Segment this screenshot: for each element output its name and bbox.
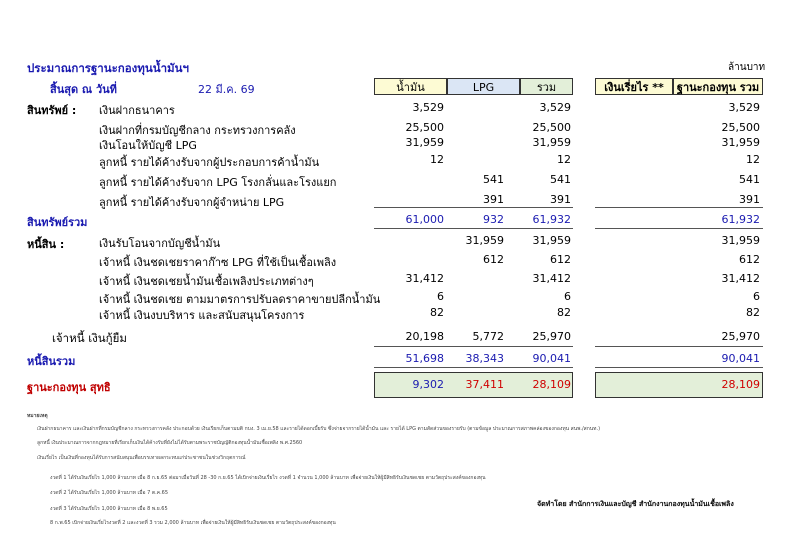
liabilities-total-fund: 90,041 <box>721 352 760 365</box>
loan-fund: 25,970 <box>721 330 760 343</box>
liability-row-total: 82 <box>557 306 571 319</box>
divider <box>374 207 573 208</box>
liability-row-fund: 612 <box>739 253 760 266</box>
report-title: ประมาณการฐานะกองทุนน้ำมันฯ <box>27 61 189 75</box>
net-fund: 28,109 <box>721 378 760 391</box>
liability-row-total: 612 <box>550 253 571 266</box>
loan-total: 25,970 <box>532 330 571 343</box>
divider <box>595 207 763 208</box>
liability-row-total: 6 <box>564 290 571 303</box>
divider <box>374 228 573 229</box>
asset-row-fund: 541 <box>739 173 760 186</box>
as-of-label: สิ้นสุด ณ วันที่ <box>50 83 117 96</box>
asset-row-fund: 391 <box>739 193 760 206</box>
header-total: รวม <box>520 78 573 95</box>
notes-heading: หมายเหตุ <box>27 413 48 419</box>
liability-row-label: เจ้าหนี้ เงินงบบริหาร และสนับสนุนโครงการ <box>99 309 305 322</box>
assets-total-lpg: 932 <box>483 213 504 226</box>
liability-row-total: 31,959 <box>532 234 571 247</box>
liabilities-total-label: หนี้สินรวม <box>27 355 76 368</box>
header-oil: น้ำมัน <box>374 78 447 95</box>
liability-row-label: เจ้าหนี้ เงินชดเชยน้ำมันเชื้อเพลิงประเภทต่างๆ <box>99 275 314 288</box>
note-line: งวดที่ 2 ได้รับเงินเรี่ยไร 1,000 ล้านบาท เมื่อ 7 ต.ค.65 <box>50 490 169 496</box>
asset-row-oil: 25,500 <box>405 121 444 134</box>
asset-row-oil: 3,529 <box>412 101 444 114</box>
asset-row-label: เงินฝากธนาคาร <box>99 104 175 117</box>
asset-row-total: 25,500 <box>532 121 571 134</box>
asset-row-total: 541 <box>550 173 571 186</box>
note-line: 8 ก.พ.65 เบิกจ่ายเงินเรี่ยไรงวดที่ 2 และงวดที่ 3 รวม 2,000 ล้านบาท เพื่อจ่ายเงินให้ผู้มีสิทธิรับเงินชดเชย ตามวัตถุประสงค์ของกองทุน <box>50 520 336 526</box>
note-line: เงินฝากธนาคาร และเงินฝากที่กรมบัญชีกลาง กระทรวงการคลัง ประกอบด้วย เงินเรียกเก็บตามมติ กบง. 3 เม.ย.58 และรายได้ดอกเบี้ยรับ ซึ่งจ่ายจากรายได้น้ำมัน และ รายได้ LPG ตามสัดส่วนของรายรับ (ตามข้อมูล ประมาณการสภาพคล่องของกองทุน สนพ./สกนท.) <box>37 426 601 432</box>
loan-lpg: 5,772 <box>472 330 504 343</box>
liability-row-oil: 82 <box>430 306 444 319</box>
divider <box>595 367 763 368</box>
asset-row-label: เงินโอนให้บัญชี LPG <box>99 139 197 152</box>
asset-row-label: เงินฝากที่กรมบัญชีกลาง กระทรวงการคลัง <box>99 124 296 137</box>
net-oil: 9,302 <box>412 378 444 391</box>
liability-row-label: เงินรับโอนจากบัญชีน้ำมัน <box>99 237 221 250</box>
net-label: ฐานะกองทุน สุทธิ <box>27 381 111 394</box>
asset-row-oil: 12 <box>430 153 444 166</box>
assets-total-total: 61,932 <box>532 213 571 226</box>
asset-row-label: ลูกหนี้ รายได้ค้างรับจาก LPG โรงกลั่นและโรงแยก <box>99 176 337 189</box>
loan-label: เจ้าหนี้ เงินกู้ยืม <box>52 331 127 345</box>
liability-row-fund: 31,412 <box>721 272 760 285</box>
assets-total-oil: 61,000 <box>405 213 444 226</box>
asset-row-label: ลูกหนี้ รายได้ค้างรับจากผู้ประกอบการค้าน้ำมัน <box>99 156 320 169</box>
note-line: งวดที่ 3 ได้รับเงินเรี่ยไร 1,000 ล้านบาท เมื่อ 8 พ.ย.65 <box>50 506 168 512</box>
divider <box>374 367 573 368</box>
asset-row-lpg: 391 <box>483 193 504 206</box>
net-lpg: 37,411 <box>465 378 504 391</box>
note-line: เงินเรี่ยไร เป็นเงินที่กองทุนได้รับการสนับสนุนเพื่อบรรเทาผลกระทบแก่ประชาชนในช่วงวิกฤตการณ์ <box>37 455 246 461</box>
unit-label: ล้านบาท <box>728 62 766 73</box>
liability-row-fund: 31,959 <box>721 234 760 247</box>
liability-row-total: 31,412 <box>532 272 571 285</box>
liability-row-lpg: 612 <box>483 253 504 266</box>
asset-row-label: ลูกหนี้ รายได้ค้างรับจากผู้จำหน่าย LPG <box>99 196 285 209</box>
asset-row-total: 31,959 <box>532 136 571 149</box>
liability-row-lpg: 31,959 <box>465 234 504 247</box>
liability-row-label: เจ้าหนี้ เงินชดเชยราคาก๊าซ LPG ที่ใช้เป็นเชื้อเพลิง <box>99 256 337 269</box>
assets-total-fund: 61,932 <box>721 213 760 226</box>
header-fund-total: ฐานะกองทุน รวม <box>673 78 763 95</box>
liability-row-oil: 31,412 <box>405 272 444 285</box>
asset-row-fund: 31,959 <box>721 136 760 149</box>
liability-row-fund: 82 <box>746 306 760 319</box>
asset-row-total: 3,529 <box>539 101 571 114</box>
asset-row-lpg: 541 <box>483 173 504 186</box>
asset-row-fund: 3,529 <box>728 101 760 114</box>
liabilities-total-lpg: 38,343 <box>465 352 504 365</box>
assets-section-label: สินทรัพย์ : <box>27 104 77 117</box>
header-lpg: LPG <box>447 78 520 95</box>
liabilities-total-total: 90,041 <box>532 352 571 365</box>
liability-row-fund: 6 <box>753 290 760 303</box>
note-line: งวดที่ 1 ได้รับเงินเรี่ยไร 1,000 ล้านบาท เมื่อ 8 ก.ย.65 ต่อมาเมื่อวันที่ 28 -30 ก.ย.65 ได้เบิกจ่ายเงินเรี่ยไร งวดที่ 1 จำนวน 1,000 ล้านบาท เพื่อจ่ายเงินให้ผู้มีสิทธิรับเงินชดเชย ตามวัตถุประสงค์ของกองทุน <box>50 475 486 481</box>
asset-row-total: 391 <box>550 193 571 206</box>
asset-row-oil: 31,959 <box>405 136 444 149</box>
divider <box>595 228 763 229</box>
divider <box>595 346 763 347</box>
asset-row-total: 12 <box>557 153 571 166</box>
liabilities-section-label: หนี้สิน : <box>27 238 65 251</box>
liability-row-oil: 6 <box>437 290 444 303</box>
asset-row-fund: 12 <box>746 153 760 166</box>
assets-total-label: สินทรัพย์รวม <box>27 216 88 229</box>
liability-row-label: เจ้าหนี้ เงินชดเชย ตามมาตรการปรับลดราคาขายปลีกน้ำมัน <box>99 293 381 306</box>
asset-row-fund: 25,500 <box>721 121 760 134</box>
loan-oil: 20,198 <box>405 330 444 343</box>
prepared-by: จัดทำโดย สำนักการเงินและบัญชี สำนักงานกองทุนน้ำมันเชื้อเพลิง <box>537 500 734 508</box>
as-of-date: 22 มี.ค. 69 <box>198 83 255 96</box>
net-total: 28,109 <box>532 378 571 391</box>
note-line: ลูกหนี้ เงินประมาณการจากกฎหมายที่เรียกเก็บเงินได้ค้างรับที่ยังไม่ได้รับตามพระราชบัญญัติกองทุนน้ำมันเชื้อเพลิง พ.ศ.2560 <box>37 440 303 446</box>
divider <box>374 346 573 347</box>
header-profit: เงินเรี่ยไร ** <box>595 78 673 95</box>
liabilities-total-oil: 51,698 <box>405 352 444 365</box>
